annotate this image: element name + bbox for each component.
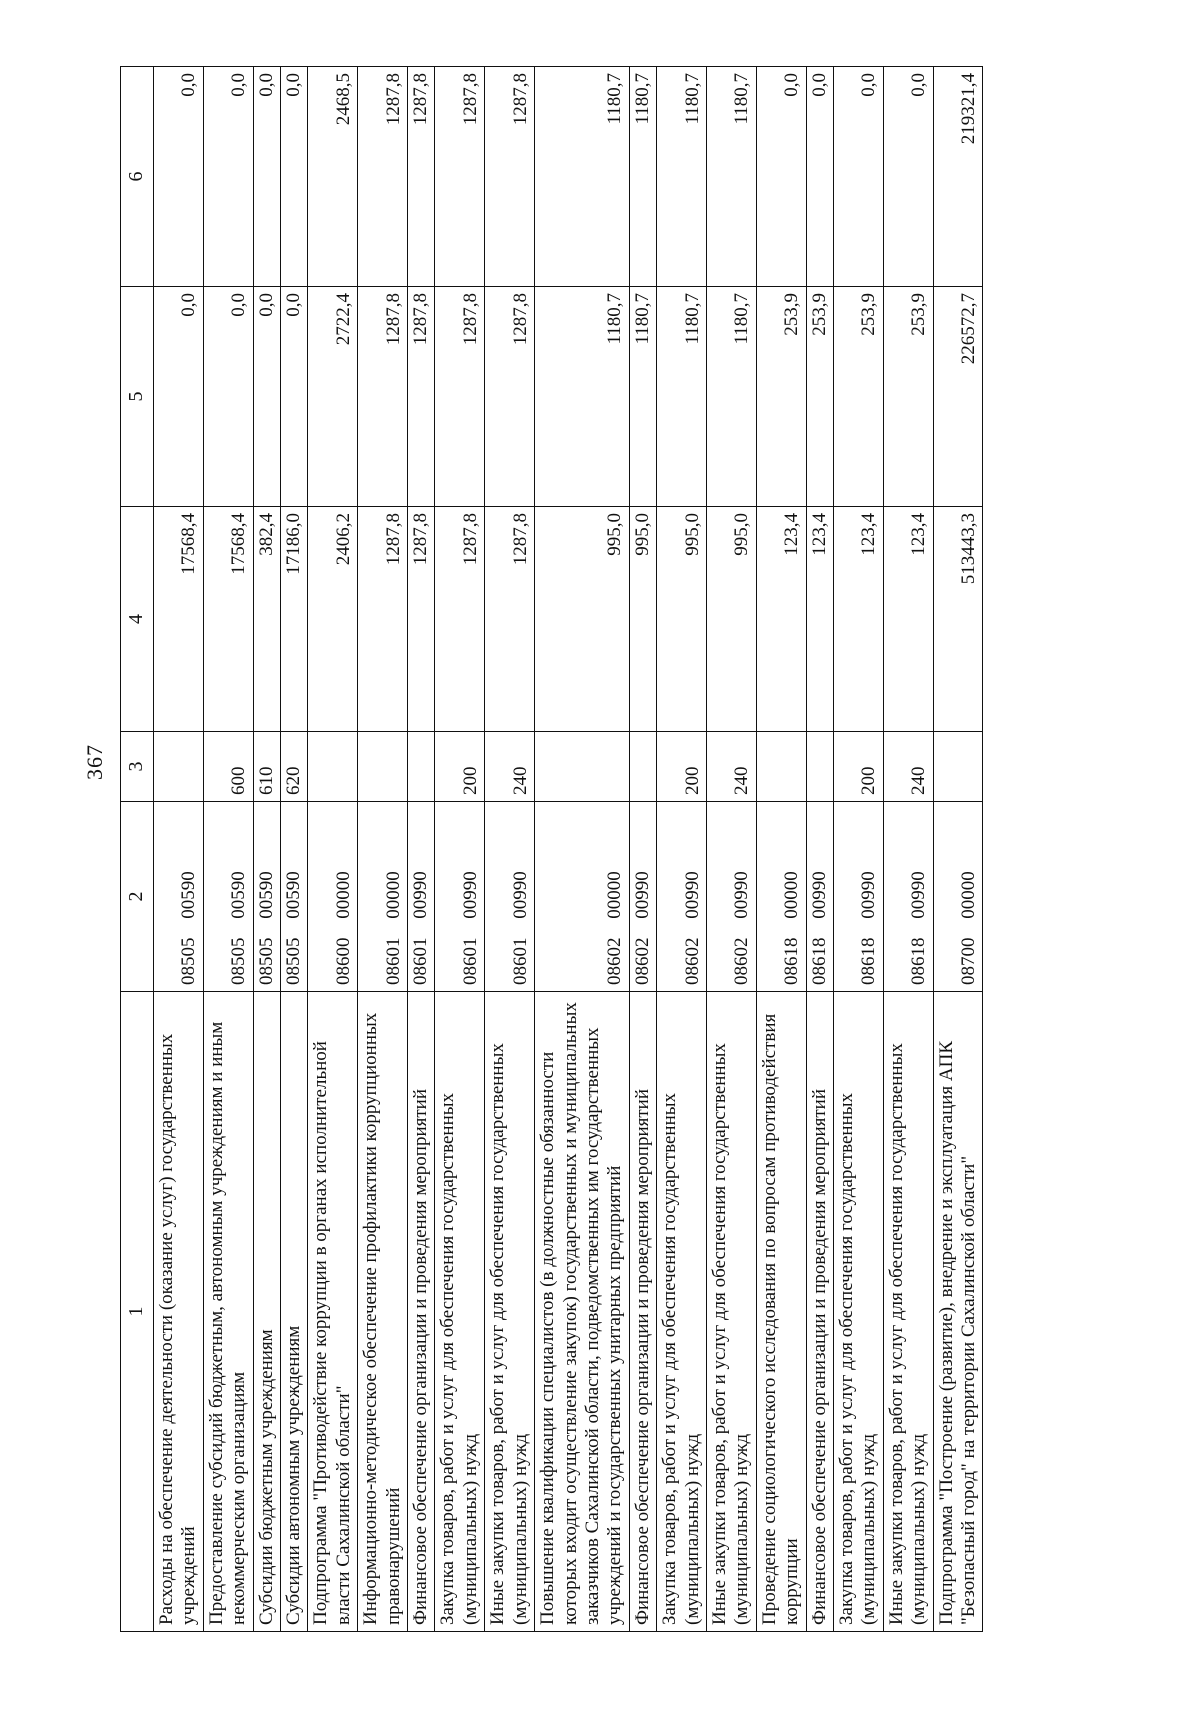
cell-code: 08505 00590 <box>253 802 280 992</box>
cell-expense-type <box>629 732 656 802</box>
cell-value-col-5: 0,0 <box>154 287 204 507</box>
header-col-2: 2 <box>121 802 154 992</box>
cell-value-col-6: 0,0 <box>281 67 308 287</box>
budget-table <box>120 66 983 1632</box>
header-col-6: 6 <box>121 67 154 287</box>
cell-code: 08618 00990 <box>806 802 833 992</box>
cell-value-col-4: 995,0 <box>535 507 630 732</box>
cell-code: 08618 00000 <box>756 802 806 992</box>
cell-value-col-5: 1287,8 <box>435 287 485 507</box>
cell-value-col-5: 2722,4 <box>308 287 358 507</box>
cell-value-col-6: 0,0 <box>253 67 280 287</box>
cell-code: 08600 00000 <box>308 802 358 992</box>
cell-value-col-5: 253,9 <box>883 287 933 507</box>
cell-value-col-4: 513443,3 <box>933 507 983 732</box>
cell-value-col-5: 253,9 <box>806 287 833 507</box>
cell-code: 08602 00990 <box>629 802 656 992</box>
header-col-1: 1 <box>121 992 154 1632</box>
cell-value-col-4: 1287,8 <box>358 507 408 732</box>
cell-value-col-5: 253,9 <box>756 287 806 507</box>
cell-name: Финансовое обеспечение организации и проведения мероприятий <box>806 992 833 1632</box>
cell-value-col-5: 1287,8 <box>485 287 535 507</box>
table-row <box>933 67 983 1632</box>
cell-value-col-4: 123,4 <box>883 507 933 732</box>
table-body <box>154 67 983 1632</box>
cell-name: Подпрограмма "Противодействие коррупции в органах исполнительной власти Сахалинской области" <box>308 992 358 1632</box>
cell-value-col-6: 0,0 <box>203 67 253 287</box>
cell-name: Подпрограмма "Построение (развитие), внедрение и эксплуатация АПК "Безопасный город" на территории Сахалинской области" <box>933 992 983 1632</box>
cell-value-col-4: 123,4 <box>756 507 806 732</box>
table-row <box>806 67 833 1632</box>
table-row <box>308 67 358 1632</box>
cell-code: 08601 00000 <box>358 802 408 992</box>
cell-name: Проведение социологического исследования по вопросам противодействия коррупции <box>756 992 806 1632</box>
cell-expense-type: 200 <box>833 732 883 802</box>
cell-code: 08700 00000 <box>933 802 983 992</box>
cell-code: 08602 00990 <box>706 802 756 992</box>
table-row <box>281 67 308 1632</box>
cell-code: 08505 00590 <box>281 802 308 992</box>
cell-code: 08601 00990 <box>408 802 435 992</box>
table-row <box>629 67 656 1632</box>
cell-expense-type <box>358 732 408 802</box>
cell-value-col-6: 1287,8 <box>358 67 408 287</box>
cell-code: 08505 00590 <box>154 802 204 992</box>
cell-code: 08618 00990 <box>883 802 933 992</box>
header-col-4: 4 <box>121 507 154 732</box>
table-row <box>485 67 535 1632</box>
cell-name: Закупка товаров, работ и услуг для обеспечения государственных (муниципальных) нужд <box>833 992 883 1632</box>
cell-value-col-5: 226572,7 <box>933 287 983 507</box>
cell-value-col-6: 0,0 <box>154 67 204 287</box>
cell-code: 08601 00990 <box>435 802 485 992</box>
cell-value-col-5: 0,0 <box>253 287 280 507</box>
cell-expense-type <box>535 732 630 802</box>
table-row <box>253 67 280 1632</box>
cell-value-col-6: 1180,7 <box>629 67 656 287</box>
cell-expense-type <box>806 732 833 802</box>
header-col-3: 3 <box>121 732 154 802</box>
cell-value-col-6: 0,0 <box>806 67 833 287</box>
cell-expense-type: 240 <box>883 732 933 802</box>
cell-value-col-4: 1287,8 <box>408 507 435 732</box>
header-col-5: 5 <box>121 287 154 507</box>
cell-value-col-5: 1287,8 <box>358 287 408 507</box>
cell-name: Иные закупки товаров, работ и услуг для обеспечения государственных (муниципальных) нужд <box>883 992 933 1632</box>
cell-name: Закупка товаров, работ и услуг для обеспечения государственных (муниципальных) нужд <box>657 992 707 1632</box>
table-row <box>203 67 253 1632</box>
cell-value-col-4: 17568,4 <box>203 507 253 732</box>
cell-value-col-4: 995,0 <box>706 507 756 732</box>
cell-expense-type: 600 <box>203 732 253 802</box>
cell-name: Субсидии бюджетным учреждениям <box>253 992 280 1632</box>
page-number: 367 <box>82 744 107 780</box>
table-row <box>657 67 707 1632</box>
cell-value-col-6: 1180,7 <box>535 67 630 287</box>
table-row <box>833 67 883 1632</box>
cell-value-col-4: 123,4 <box>806 507 833 732</box>
cell-value-col-4: 17186,0 <box>281 507 308 732</box>
cell-value-col-6: 1287,8 <box>408 67 435 287</box>
table-row <box>358 67 408 1632</box>
cell-expense-type: 240 <box>485 732 535 802</box>
cell-code: 08601 00990 <box>485 802 535 992</box>
cell-expense-type <box>933 732 983 802</box>
cell-value-col-6: 1180,7 <box>657 67 707 287</box>
cell-name: Финансовое обеспечение организации и проведения мероприятий <box>629 992 656 1632</box>
cell-value-col-6: 219321,4 <box>933 67 983 287</box>
table-row <box>706 67 756 1632</box>
cell-name: Иные закупки товаров, работ и услуг для обеспечения государственных (муниципальных) нужд <box>485 992 535 1632</box>
cell-expense-type <box>308 732 358 802</box>
table-row <box>756 67 806 1632</box>
cell-name: Иные закупки товаров, работ и услуг для обеспечения государственных (муниципальных) нужд <box>706 992 756 1632</box>
cell-value-col-5: 253,9 <box>833 287 883 507</box>
cell-value-col-4: 2406,2 <box>308 507 358 732</box>
cell-value-col-5: 0,0 <box>281 287 308 507</box>
cell-value-col-4: 1287,8 <box>485 507 535 732</box>
cell-name: Финансовое обеспечение организации и проведения мероприятий <box>408 992 435 1632</box>
cell-value-col-6: 0,0 <box>833 67 883 287</box>
cell-value-col-5: 0,0 <box>203 287 253 507</box>
cell-value-col-6: 1287,8 <box>435 67 485 287</box>
cell-name: Повышение квалификации специалистов (в должностные обязанности которых входит осуществление закупок) государственных и муниципальных заказчиков Сахалинской области, подведомственных им государственных учреждений и государственных унитарных предприятий <box>535 992 630 1632</box>
cell-expense-type <box>756 732 806 802</box>
cell-value-col-4: 382,4 <box>253 507 280 732</box>
header-row <box>121 67 154 1632</box>
table-row <box>408 67 435 1632</box>
cell-code: 08602 00990 <box>657 802 707 992</box>
cell-value-col-6: 0,0 <box>883 67 933 287</box>
cell-value-col-5: 1180,7 <box>629 287 656 507</box>
cell-expense-type <box>408 732 435 802</box>
cell-value-col-4: 1287,8 <box>435 507 485 732</box>
cell-value-col-4: 995,0 <box>657 507 707 732</box>
cell-expense-type: 240 <box>706 732 756 802</box>
cell-value-col-4: 123,4 <box>833 507 883 732</box>
cell-expense-type: 200 <box>657 732 707 802</box>
cell-value-col-4: 17568,4 <box>154 507 204 732</box>
cell-value-col-5: 1287,8 <box>408 287 435 507</box>
table-row <box>535 67 630 1632</box>
cell-name: Информационно-методическое обеспечение профилактики коррупционных правонарушений <box>358 992 408 1632</box>
cell-value-col-4: 995,0 <box>629 507 656 732</box>
table-row <box>154 67 204 1632</box>
cell-code: 08602 00000 <box>535 802 630 992</box>
cell-value-col-5: 1180,7 <box>535 287 630 507</box>
cell-name: Закупка товаров, работ и услуг для обеспечения государственных (муниципальных) нужд <box>435 992 485 1632</box>
cell-code: 08618 00990 <box>833 802 883 992</box>
cell-expense-type <box>154 732 204 802</box>
cell-code: 08505 00590 <box>203 802 253 992</box>
cell-value-col-6: 1180,7 <box>706 67 756 287</box>
cell-value-col-6: 2468,5 <box>308 67 358 287</box>
cell-value-col-5: 1180,7 <box>657 287 707 507</box>
table-row <box>883 67 933 1632</box>
cell-expense-type: 610 <box>253 732 280 802</box>
table-row <box>435 67 485 1632</box>
cell-name: Предоставление субсидий бюджетным, автономным учреждениям и иным некоммерческим организациям <box>203 992 253 1632</box>
cell-value-col-6: 1287,8 <box>485 67 535 287</box>
cell-expense-type: 200 <box>435 732 485 802</box>
cell-name: Субсидии автономным учреждениям <box>281 992 308 1632</box>
cell-expense-type: 620 <box>281 732 308 802</box>
cell-value-col-5: 1180,7 <box>706 287 756 507</box>
cell-name: Расходы на обеспечение деятельности (оказание услуг) государственных учреждений <box>154 992 204 1632</box>
cell-value-col-6: 0,0 <box>756 67 806 287</box>
